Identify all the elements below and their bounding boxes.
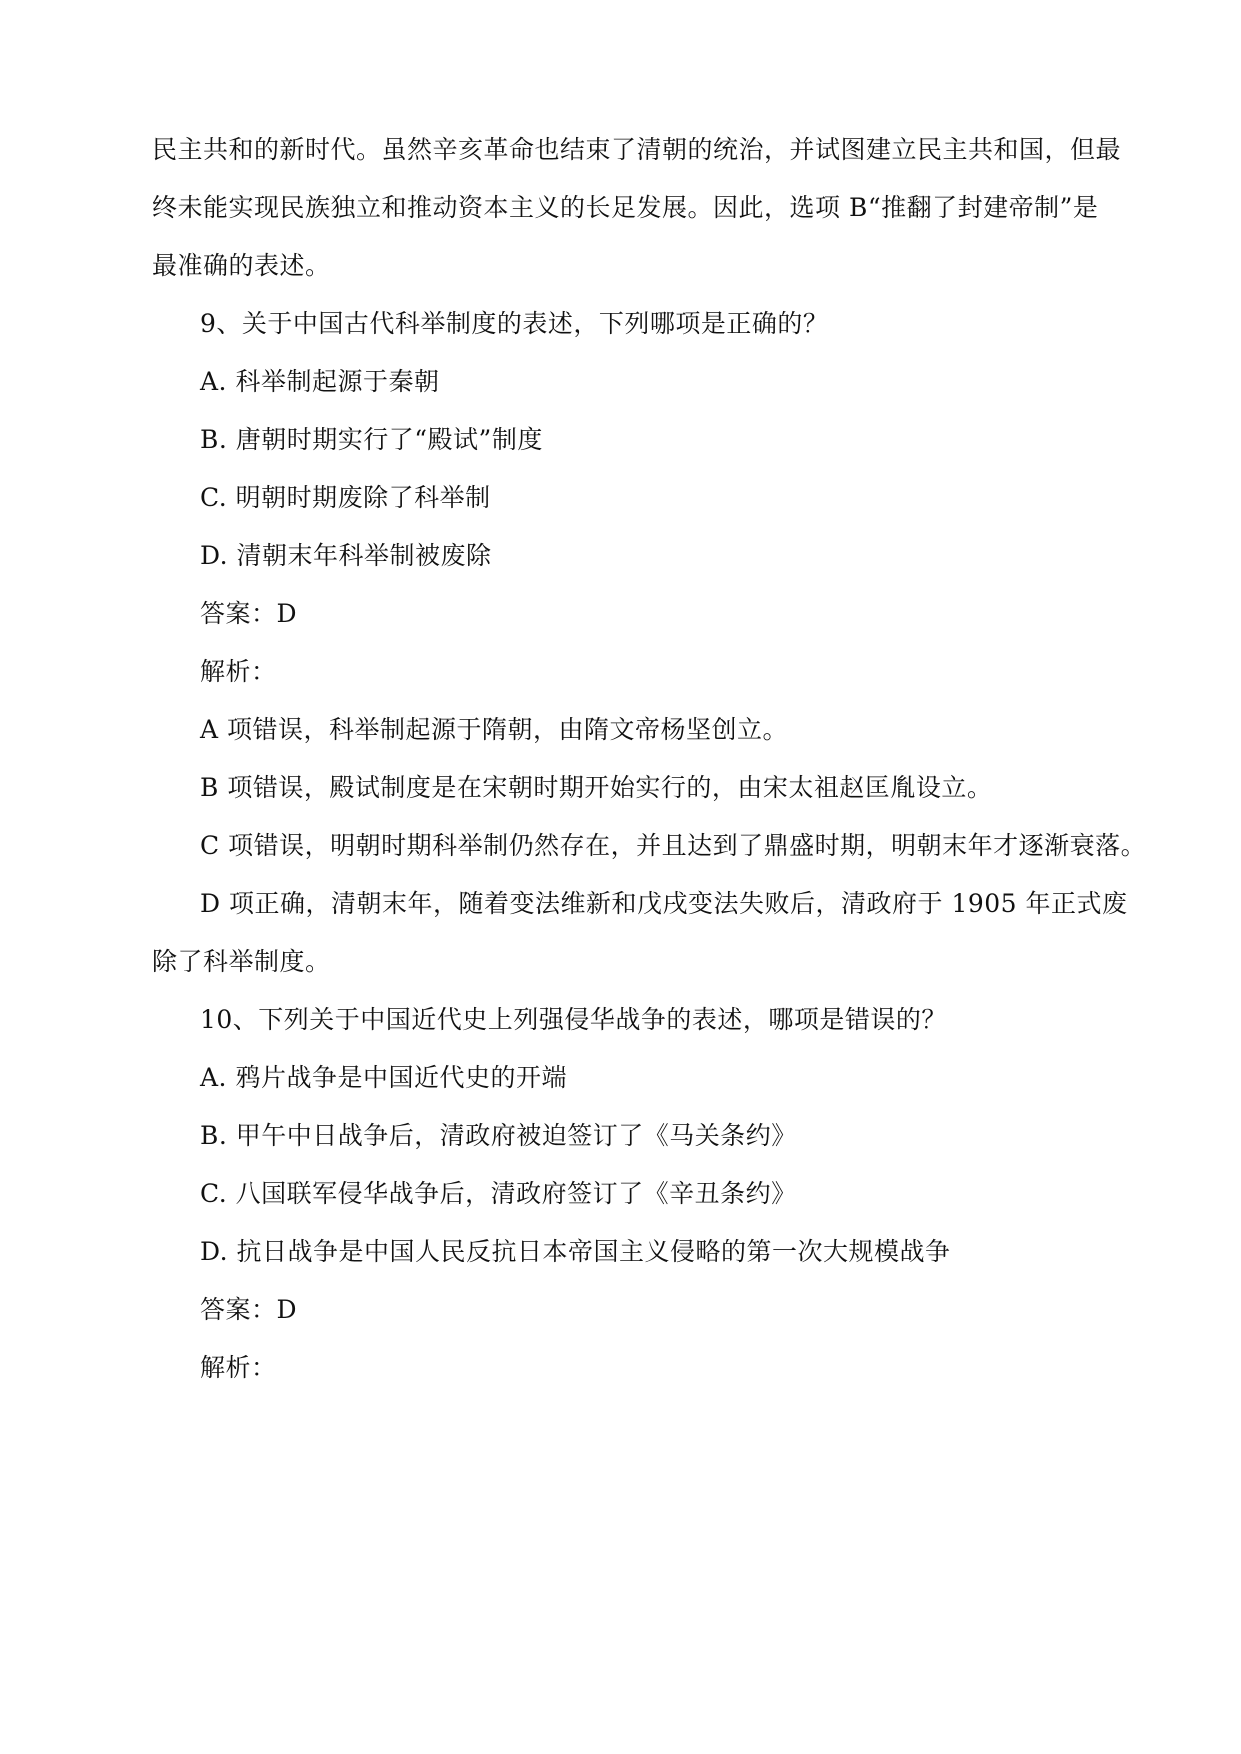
question-9: 9、关于中国古代科举制度的表述，下列哪项是正确的？ [200,309,829,338]
q9-analysis-b: B 项错误，殿试制度是在宋朝时期开始实行的，由宋太祖赵匡胤设立。 [200,773,993,802]
q9-analysis-d-line-2: 除了科举制度。 [152,947,331,976]
q10-option-c: C. 八国联军侵华战争后，清政府签订了《辛丑条约》 [200,1179,797,1208]
q10-option-a: A. 鸦片战争是中国近代史的开端 [200,1063,567,1092]
q10-analysis-label: 解析： [200,1353,277,1382]
q9-option-d: D. 清朝末年科举制被废除 [200,541,492,570]
prev-explanation-line-3: 最准确的表述。 [152,251,331,280]
q10-answer: 答案：D [200,1295,298,1324]
q9-answer: 答案：D [200,599,298,628]
q10-option-b: B. 甲午中日战争后，清政府被迫签订了《马关条约》 [200,1121,797,1150]
q9-option-a: A. 科举制起源于秦朝 [200,367,440,396]
q10-option-d: D. 抗日战争是中国人民反抗日本帝国主义侵略的第一次大规模战争 [200,1237,951,1266]
q9-analysis-label: 解析： [200,657,277,686]
q9-option-b: B. 唐朝时期实行了“殿试”制度 [200,425,543,454]
question-10: 10、下列关于中国近代史上列强侵华战争的表述，哪项是错误的？ [200,1005,947,1034]
prev-explanation-line-2: 终未能实现民族独立和推动资本主义的长足发展。因此，选项 B“推翻了封建帝制”是 [152,193,1099,222]
prev-explanation-line-1: 民主共和的新时代。虽然辛亥革命也结束了清朝的统治，并试图建立民主共和国，但最 [152,135,1122,164]
q9-analysis-c: C 项错误，明朝时期科举制仍然存在，并且达到了鼎盛时期，明朝末年才逐渐衰落。 [200,831,1147,860]
q9-analysis-a: A 项错误，科举制起源于隋朝，由隋文帝杨坚创立。 [200,715,789,744]
q9-option-c: C. 明朝时期废除了科举制 [200,483,491,512]
q9-analysis-d-line-1: D 项正确，清朝末年，随着变法维新和戊戌变法失败后，清政府于 1905 年正式废 [200,889,1128,918]
